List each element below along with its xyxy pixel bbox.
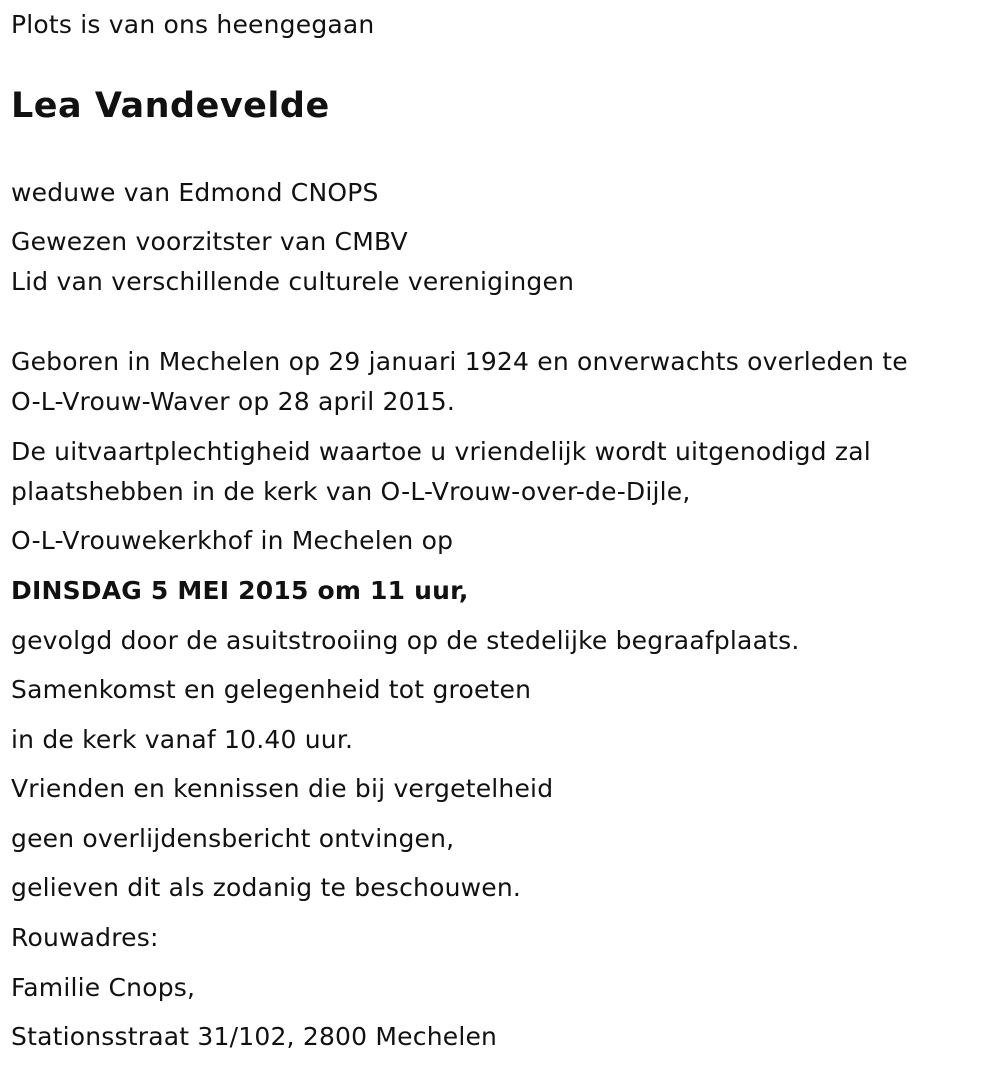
deceased-name: Lea Vandevelde: [11, 86, 330, 126]
ceremony-line-3: O-L-Vrouwekerkhof in Mechelen op: [11, 526, 454, 555]
notice-line-2: geen overlijdensbericht ontvingen,: [11, 824, 455, 853]
ceremony-line-2: plaatshebben in de kerk van O-L-Vrouw-over-de-Dijle,: [11, 477, 691, 506]
ceremony-line-1: De uitvaartplechtigheid waartoe u vriendelijk wordt uitgenodigd zal: [11, 437, 871, 466]
address-street: Stationsstraat 31/102, 2800 Mechelen: [11, 1022, 498, 1051]
notice-line-1: Vrienden en kennissen die bij vergetelheid: [11, 774, 554, 803]
address-name: Familie Cnops,: [11, 973, 196, 1002]
role-line-1: Gewezen voorzitster van CMBV: [11, 227, 408, 256]
notice-line-3: gelieven dit als zodanig te beschouwen.: [11, 873, 522, 902]
intro-text: Plots is van ons heengegaan: [11, 10, 375, 39]
ceremony-line-4: gevolgd door de asuitstrooiing op de stedelijke begraafplaats.: [11, 626, 800, 655]
address-label: Rouwadres:: [11, 923, 159, 952]
ceremony-date: DINSDAG 5 MEI 2015 om 11 uur,: [11, 576, 469, 605]
gathering-line-2: in de kerk vanaf 10.40 uur.: [11, 725, 354, 754]
role-line-2: Lid van verschillende culturele verenigingen: [11, 267, 575, 296]
birth-death-line-1: Geboren in Mechelen op 29 januari 1924 en onverwachts overleden te: [11, 347, 908, 376]
relation-text: weduwe van Edmond CNOPS: [11, 178, 379, 207]
gathering-line-1: Samenkomst en gelegenheid tot groeten: [11, 675, 532, 704]
birth-death-line-2: O-L-Vrouw-Waver op 28 april 2015.: [11, 387, 456, 416]
